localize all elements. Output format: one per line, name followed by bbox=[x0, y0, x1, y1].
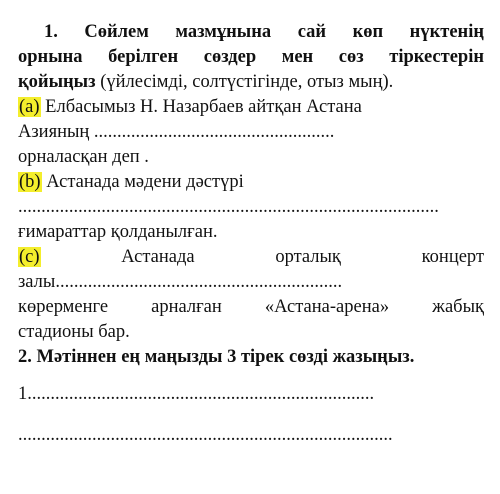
item-b-text1: Астанада мәдени дәстүрі bbox=[41, 172, 244, 192]
task2-answer-line1: 1........................................................................... bbox=[18, 384, 375, 404]
item-c-word3: концерт bbox=[421, 247, 484, 267]
item-a-line2: Азияның .................................................... bbox=[18, 122, 335, 142]
item-a-line3: орналасқан деп . bbox=[18, 147, 149, 167]
item-c-line4: стадионы бар. bbox=[18, 322, 130, 342]
item-b-line3: ғимараттар қолданылған. bbox=[18, 222, 218, 242]
task1-word-list: (үйлесімді, солтүстігінде, отыз мың). bbox=[95, 72, 394, 92]
item-c-line2: залы.............................................................. bbox=[18, 272, 343, 292]
item-c-word1: Астанада bbox=[121, 247, 195, 267]
item-a-line1 bbox=[18, 95, 484, 120]
task1-title-bold: қойыңыз bbox=[18, 72, 96, 92]
item-b-line1 bbox=[18, 170, 484, 195]
task1-title-line1: 1. Сөйлем мазмұнына сай көп нүктенің bbox=[44, 22, 484, 42]
item-c-line3: көрерменге арналған «Астана-арена» жабық bbox=[18, 297, 484, 317]
task2-title: 2. Мәтіннен ең маңызды 3 тірек сөзді жазыңыз. bbox=[18, 347, 415, 367]
task1-title-line3 bbox=[18, 70, 484, 95]
item-b-marker: (b) bbox=[19, 172, 41, 192]
task2-answer-line2: ................................................................................. bbox=[18, 425, 393, 445]
task1-title-line2: орнына берілген сөздер мен сөз тіркестерін bbox=[18, 47, 484, 67]
item-c-word2: орталық bbox=[275, 247, 341, 267]
item-a-marker: (а) bbox=[19, 97, 40, 117]
item-c-marker: (с) bbox=[19, 247, 40, 267]
item-b-line2: ........................................................................................... bbox=[18, 197, 439, 217]
item-c-line1 bbox=[18, 245, 484, 270]
item-a-text1: Елбасымыз Н. Назарбаев айтқан Астана bbox=[40, 97, 362, 117]
worksheet bbox=[18, 20, 484, 448]
